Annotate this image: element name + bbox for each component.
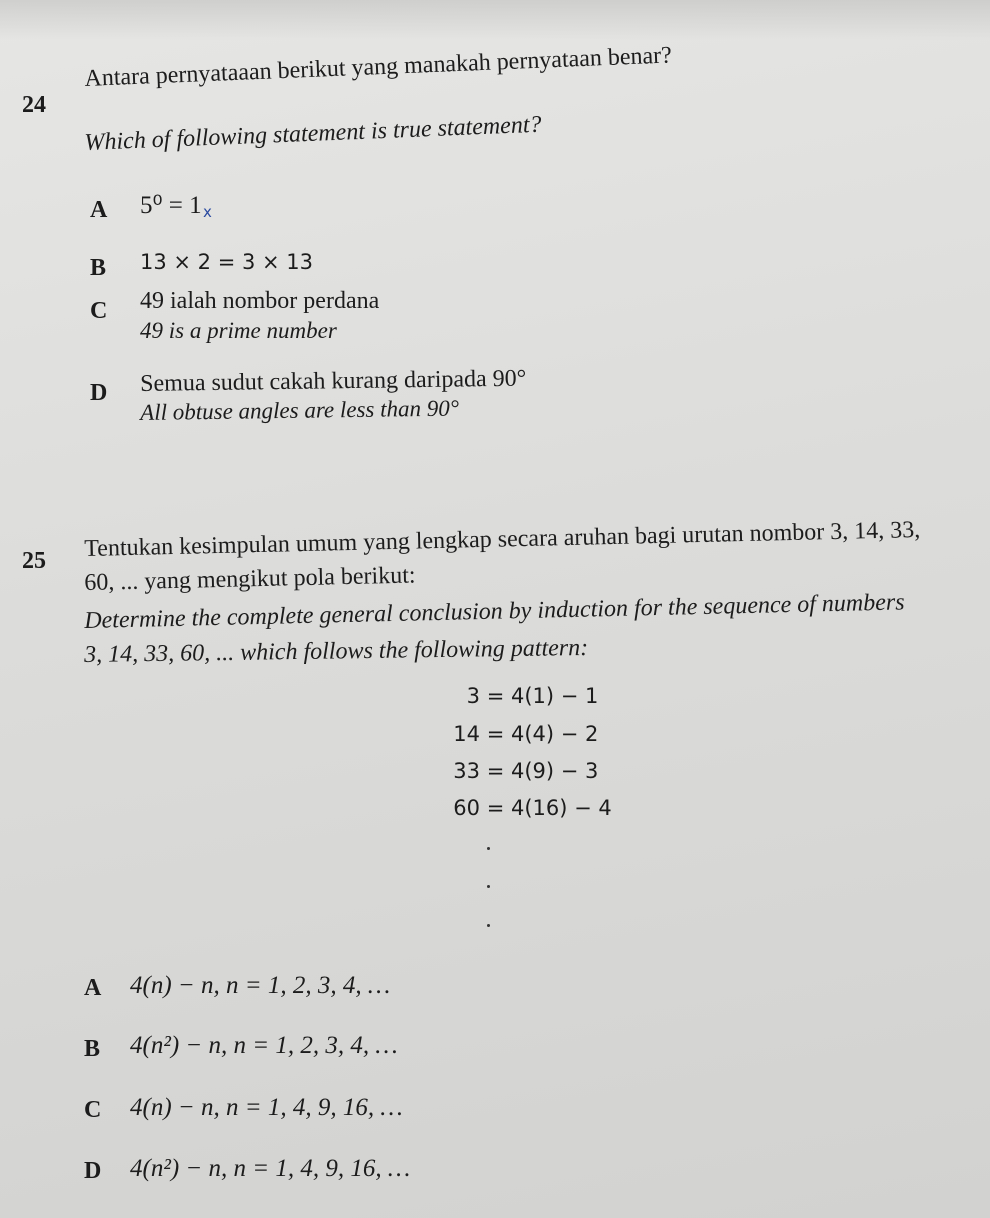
q24-option-c-letter: C [90, 298, 108, 324]
pattern-row-3 [440, 759, 598, 783]
question-24-text-en: Which of following statement is true statement? [84, 111, 542, 156]
q24-option-b-letter: B [90, 255, 107, 281]
pattern-lhs: 14 [453, 722, 480, 746]
q25-option-c-text: 4(n) − n, n = 1, 4, 9, 16, … [130, 1094, 403, 1121]
q25-option-b-letter: B [84, 1036, 101, 1062]
q25-option-c-letter: C [84, 1097, 102, 1123]
q25-option-b-text: 4(n²) − n, n = 1, 2, 3, 4, … [130, 1032, 398, 1059]
q25-option-d-text: 4(n²) − n, n = 1, 4, 9, 16, … [130, 1155, 411, 1182]
q24-option-d-letter: D [90, 380, 108, 406]
question-25-number: 25 [22, 548, 46, 574]
q24-option-a-letter: A [90, 197, 108, 223]
pattern-lhs: 3 [466, 684, 480, 708]
question-25-text-ms-2: 60, ... yang mengikut pola berikut: [84, 562, 416, 596]
question-25-text-en-2: 3, 14, 33, 60, ... which follows the following pattern: [84, 634, 589, 668]
question-25-text-ms-1: Tentukan kesimpulan umum yang lengkap secara aruhan bagi urutan nombor 3, 14, 33, [84, 517, 921, 562]
pattern-row-4 [440, 796, 612, 820]
pattern-rhs: = 4(4) − 2 [486, 722, 599, 746]
pattern-lhs: 60 [453, 796, 480, 820]
pattern-lhs: 33 [453, 759, 480, 783]
q24-option-c-text-ms: 49 ialah nombor perdana [140, 288, 380, 314]
pattern-row-1 [440, 684, 598, 708]
pattern-rhs: = 4(1) − 1 [486, 684, 599, 708]
question-25-text-en-1: Determine the complete general conclusion by induction for the sequence of numbers [84, 589, 905, 634]
q25-option-a-letter: A [84, 975, 102, 1001]
pattern-rhs: = 4(16) − 4 [486, 796, 612, 820]
q24-option-d-text-en: All obtuse angles are less than 90° [140, 395, 460, 425]
pattern-row-2 [440, 722, 598, 746]
pattern-rhs: = 4(9) − 3 [486, 759, 599, 783]
q25-option-d-letter: D [84, 1158, 102, 1184]
page-shadow [0, 0, 990, 40]
continuation-dot [487, 924, 490, 927]
q24-option-a-cross-mark: x [203, 203, 212, 221]
q25-option-a-text: 4(n) − n, n = 1, 2, 3, 4, … [130, 972, 391, 999]
question-24-number: 24 [22, 92, 46, 118]
q24-option-a-text: 5⁰ = 1 [140, 192, 202, 219]
q24-option-d-text-ms: Semua sudut cakah kurang daripada 90° [140, 365, 527, 397]
continuation-dot [487, 885, 490, 888]
continuation-dot [487, 847, 490, 850]
question-24-text-ms: Antara pernyataaan berikut yang manakah pernyataan benar? [84, 42, 673, 92]
q24-option-c-text-en: 49 is a prime number [140, 318, 337, 343]
q24-option-b-text: 13 × 2 = 3 × 13 [140, 250, 314, 274]
